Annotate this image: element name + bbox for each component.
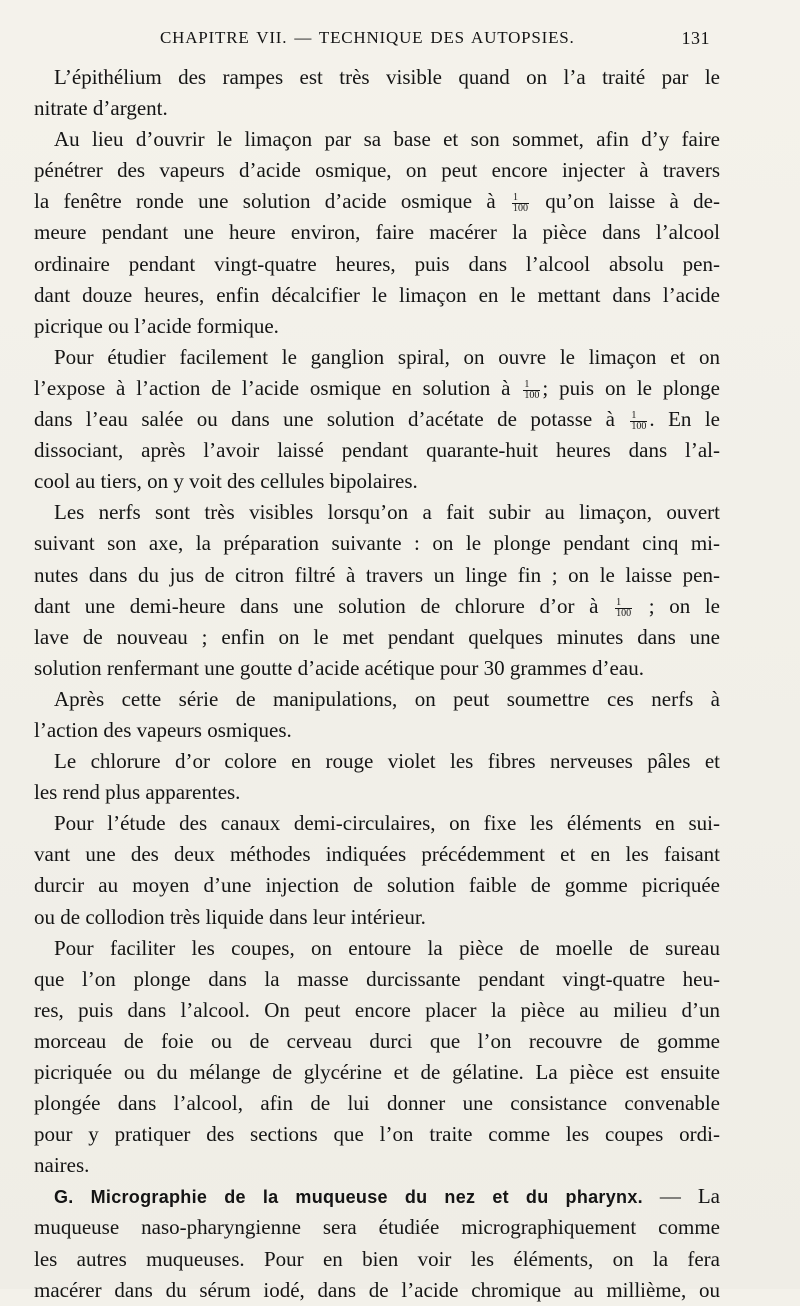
- fraction-denominator: 100: [512, 203, 528, 215]
- text-line: [34, 1181, 720, 1212]
- section-g-paragraph: [34, 1181, 720, 1305]
- text-line: picriquée ou du mélange de glycérine et de gélatine. La pièce est ensuite: [34, 1060, 720, 1084]
- text-line: picrique ou l’acide formique.: [34, 313, 279, 338]
- text-line: Le chlorure d’or colore en rouge violet les fibres nerveuses pâles et: [54, 749, 720, 774]
- text-segment: l’expose à l’action de l’acide osmique en solution à: [34, 375, 511, 400]
- text-line: ou de collodion très liquide dans leur intérieur.: [34, 904, 426, 929]
- text-line: solution renfermant une goutte d’acide acétique pour 30 grammes d’eau.: [34, 655, 644, 680]
- text-line: plongée dans l’alcool, afin de lui donner une consistance convenable: [34, 1091, 720, 1116]
- text-segment: . En le: [649, 407, 720, 432]
- text-segment: la fenêtre ronde une solution d’acide osmique à: [34, 189, 496, 214]
- text-line: meure pendant une heure environ, faire macérer la pièce dans l’alcool: [34, 220, 720, 245]
- paragraph: [34, 124, 720, 342]
- text-line: nutes dans du jus de citron filtré à travers un linge fin ; on le laisse pen-: [34, 562, 720, 587]
- paragraph: [34, 684, 720, 746]
- text-line: les rend plus apparentes.: [34, 780, 241, 805]
- text-line: Au lieu d’ouvrir le limaçon par sa base et son sommet, afin d’y faire: [54, 127, 720, 152]
- fraction-numerator: 1: [512, 193, 529, 204]
- text-segment: — La: [659, 1184, 720, 1209]
- text-line: macérer dans du sérum iodé, dans de l’acide chromique au millième, ou: [34, 1277, 720, 1302]
- text-line: Pour étudier facilement le ganglion spiral, on ouvre le limaçon et on: [54, 344, 720, 369]
- text-line: [34, 404, 720, 435]
- text-line: Pour faciliter les coupes, on entoure la pièce de moelle de sureau: [54, 935, 720, 960]
- text-line: suivant son axe, la préparation suivante : on le plonge pendant cinq mi-: [34, 531, 720, 556]
- fraction: [523, 380, 540, 401]
- paragraph: [34, 808, 720, 932]
- text-line: pour y pratiquer des sections que l’on traite comme les coupes ordi-: [34, 1122, 720, 1147]
- text-line: cool au tiers, on y voit des cellules bipolaires.: [34, 469, 418, 494]
- text-segment: qu’on laisse à de-: [545, 189, 720, 214]
- fraction: [615, 598, 632, 619]
- text-line: res, puis dans l’alcool. On peut encore placer la pièce au milieu d’un: [34, 997, 720, 1022]
- fraction-denominator: 100: [631, 421, 647, 433]
- running-header: [0, 28, 800, 52]
- text-line: Après cette série de manipulations, on peut soumettre ces nerfs à: [54, 686, 720, 711]
- paragraph: [34, 746, 720, 808]
- paragraph: [34, 62, 720, 124]
- text-segment: ; puis on le plonge: [542, 375, 720, 400]
- text-segment: dans l’eau salée ou dans une solution d’acétate de potasse à: [34, 407, 615, 432]
- chapter-title: CHAPITRE VII. — TECHNIQUE DES AUTOPSIES.: [160, 28, 575, 47]
- text-line: durcir au moyen d’une injection de solution faible de gomme picriquée: [34, 873, 720, 898]
- text-line: naires.: [34, 1153, 90, 1178]
- text-line: morceau de foie ou de cerveau durci que l’on recouvre de gomme: [34, 1028, 720, 1053]
- fraction-numerator: 1: [630, 411, 647, 422]
- paragraph: [34, 497, 720, 684]
- text-line: Les nerfs sont très visibles lorsqu’on a fait subir au limaçon, ouvert: [54, 500, 720, 525]
- fraction-denominator: 100: [616, 607, 632, 619]
- fraction: [630, 411, 647, 432]
- section-heading: G. Micrographie de la muqueuse du nez et du pharynx.: [54, 1187, 643, 1208]
- fraction-numerator: 1: [523, 380, 540, 391]
- text-line: dissociant, après l’avoir laissé pendant quarante-huit heures dans l’al-: [34, 438, 720, 463]
- text-line: [34, 186, 720, 217]
- text-segment: dant une demi-heure dans une solution de chlorure d’or à: [34, 593, 599, 618]
- text-line: [34, 373, 720, 404]
- text-line: pénétrer des vapeurs d’acide osmique, on peut encore injecter à travers: [34, 158, 720, 183]
- paragraph: [34, 933, 720, 1182]
- text-line: L’épithélium des rampes est très visible quand on l’a traité par le: [54, 65, 720, 89]
- paragraph: [34, 342, 720, 497]
- text-line: [34, 591, 720, 622]
- page-body: [34, 62, 720, 1306]
- fraction: [512, 193, 529, 214]
- text-line: muqueuse naso-pharyngienne sera étudiée micrographiquement comme: [34, 1215, 720, 1240]
- text-line: Pour l’étude des canaux demi-circulaires, on fixe les éléments en sui-: [54, 811, 720, 836]
- text-line: lave de nouveau ; enfin on le met pendant quelques minutes dans une: [34, 624, 720, 649]
- text-line: dant douze heures, enfin décalcifier le limaçon en le mettant dans l’acide: [34, 282, 720, 307]
- fraction-numerator: 1: [615, 598, 632, 609]
- text-line: ordinaire pendant vingt-quatre heures, puis dans l’alcool absolu pen-: [34, 251, 720, 276]
- text-line: l’action des vapeurs osmiques.: [34, 717, 292, 742]
- fraction-denominator: 100: [524, 389, 540, 401]
- text-line: nitrate d’argent.: [34, 96, 168, 121]
- text-line: vant une des deux méthodes indiquées précédemment et en les faisant: [34, 842, 720, 867]
- page-number: 131: [681, 28, 710, 48]
- text-line: que l’on plonge dans la masse durcissante pendant vingt-quatre heu-: [34, 966, 720, 991]
- text-segment: ; on le: [648, 593, 720, 618]
- text-line: les autres muqueuses. Pour en bien voir les éléments, on la fera: [34, 1246, 720, 1271]
